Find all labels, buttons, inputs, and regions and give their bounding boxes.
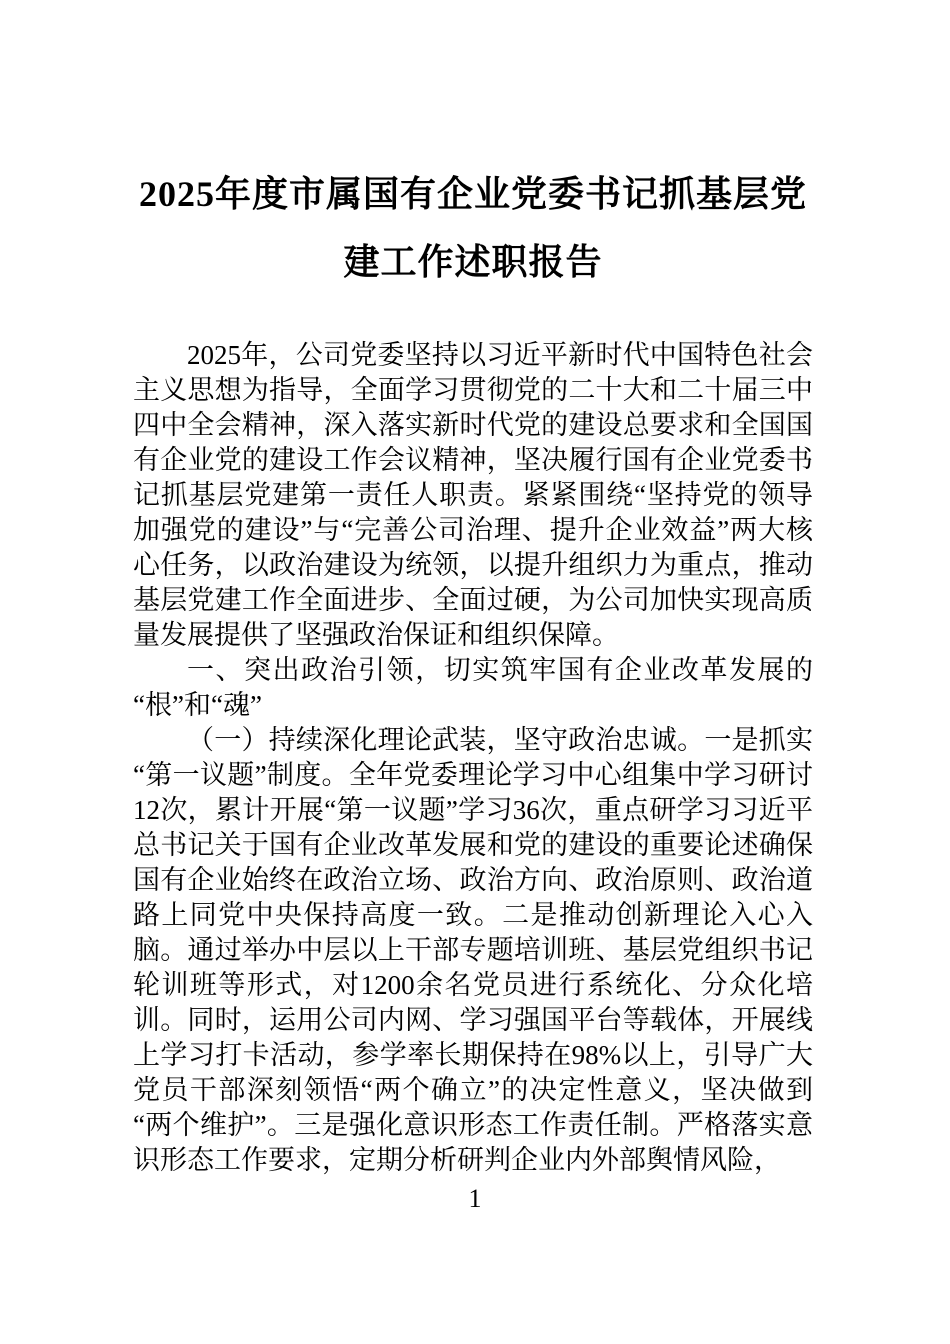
document-title [133,160,813,296]
section-heading-1: 一、突出政治引领，切实筑牢国有企业改革发展的“根”和“魂” [133,655,813,720]
document-title-line-1: 2025年度市属国有企业党委书记抓基层党 [138,174,807,214]
document-title-line-2: 建工作述职报告 [343,242,603,282]
document-content [133,160,813,1178]
paragraph-section-1-content: （一）持续深化理论武装，坚守政治忠诚。一是抓实“第一议题”制度。全年党委理论学习中心组集中学习研讨12次，累计开展“第一议题”学习36次，重点研学习习近平总书记关于国有企业改革发展和党的建设的重要论述确保国有企业始终在政治立场、政治方向、政治原则、政治道路上同党中央保持高度一致。二是推动创新理论入心入脑。通过举办中层以上干部专题培训班、基层党组织书记轮训班等形式，对1200余名党员进行系统化、分众化培训。同时，运用公司内网、学习强国平台等载体，开展线上学习打卡活动，参学率长期保持在98%以上，引导广大党员干部深刻领悟“两个确立”的决定性意义，坚决做到“两个维护”。三是强化意识形态工作责任制。严格落实意识形态工作要求，定期分析研判企业内外部舆情风险， [133,725,813,1175]
document-body [133,338,813,1178]
paragraph-intro: 2025年，公司党委坚持以习近平新时代中国特色社会主义思想为指导，全面学习贯彻党的二十大和二十届三中四中全会精神，深入落实新时代党的建设总要求和全国国有企业党的建设工作会议精神，坚决履行国有企业党委书记抓基层党建第一责任人职责。紧紧围绕“坚持党的领导加强党的建设”与“完善公司治理、提升企业效益”两大核心任务，以政治建设为统领，以提升组织力为重点，推动基层党建工作全面进步、全面过硬，为公司加快实现高质量发展提供了坚强政治保证和组织保障。 [133,340,813,650]
page-number: 1 [468,1184,482,1213]
